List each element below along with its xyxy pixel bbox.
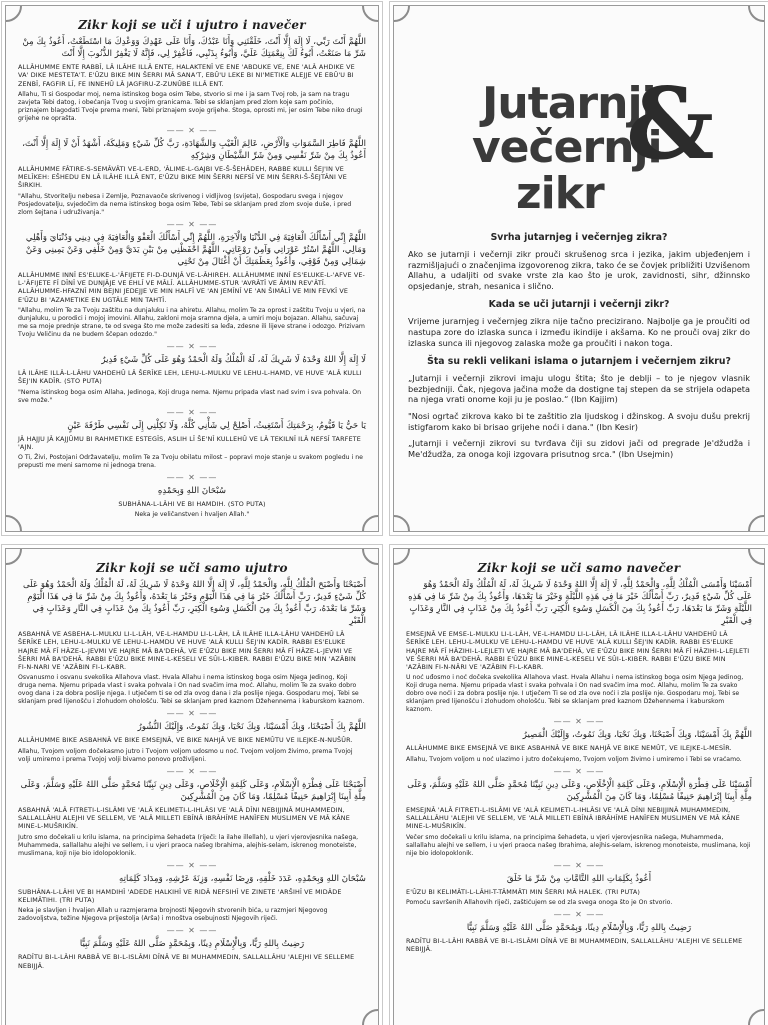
transliteration: ALLÂHUMME BIKE EMSEJNÂ VE BIKE ASBAHNÂ VE BIKE NAHJÂ VE BIKE NEMÛT, VE ILEJKE-L-MESÎR. — [406, 744, 732, 753]
arabic-text: أَعُوذُ بِكَلِمَاتِ اللهِ التَّامَّاتِ مِنْ شَرِّ مَا خَلَقَ — [506, 873, 652, 884]
scroll-ornament — [748, 5, 765, 22]
transliteration: RADÎTU BI-L-LÂHI RABBÂ VE BI-L-ISLÂMI DÎNÂ VE BI MUHAMMEDIN, SALLALLÂHU 'ALEJHI VE SELLEME NEBIJJÂ. — [18, 953, 355, 970]
transliteration: JÂ HAJJU JÂ KAJJÛMU BI RAHMETIKE ESTEGÎS, ASLIH LÎ ŠE'NÎ KULLEHÛ VE LÂ TEKILNÎ ILÂ NEFSÎ TARFETE 'AJN. — [18, 434, 361, 451]
arabic-text: اللَّهُمَّ بِكَ أَمْسَيْنَا، وَبِكَ أَصْبَحْنَا، وَبِكَ نَحْيَا، وَبِكَ نَمُوتُ، وَإِلَيْكَ الْمَصِيرُ — [522, 730, 752, 741]
divider-ornament: —— ✕ —— — [166, 926, 218, 936]
quote: „Jutarnji i večernji zikrovi su tvrđava čiji su zidovi jači od pregrade Je'džudža i Me'džudža, za onoga koji izgovara prisutnog srca." (Ibn Usejmin) — [408, 438, 750, 459]
paragraph: Ako se jutarnji i večernji zikr prouči skrušenog srca i jezika, jakim ubjeđenjem i razmišljajući o značenjima izgovorenog zikra, tako će se čovjek približiti Uzvišenom Allahu, a udaljiti od svake vrste zla kao što je urok, zavidnosti, sihr, džinnsko opsjedanje, strah, nesanica i slično. — [408, 249, 750, 291]
arabic-text: أَصْبَحْنَا عَلَى فِطْرَةِ الْإِسْلَامِ، وَعَلَى كَلِمَةِ الْإِخْلَاصِ، وَعَلَى دِينِ نَبِيِّنَا مُحَمَّدٍ صَلَّى اللهُ عَلَيْهِ وَسَلَّمَ، وَعَلَى مِلَّةِ أَبِينَا إِبْرَاهِيمَ حَنِيفًا مُسْلِمًا، وَمَا كَانَ مِنَ الْمُشْرِكِينَ — [20, 779, 366, 802]
translation: Jutro smo dočekali u krilu islama, na principima šehadeta (riječi: la ilahe illellah), u vjeri vjerovjesnika našega, Muhammeda, sallallahu alejhi ve sellem, i u vjeri praoca našeg Ibrahima, alejhis-selam, iskrenog monoteiste, muslimana, koji nije bio idolopoklonik. — [18, 833, 359, 857]
transliteration: ALLÂHUMME FÂTIRE-S-SEMÂVÂTI VE-L-ERD, 'ÂLIME-L-GAJBI VE-Š-ŠEHÂDEH, RABBE KULLI ŠEJ'IN VE MELÎKEH: EŠHEDU EN LÂ ILÂHE ILLÂ ENT, E'ÛZU BIKE MIN ŠERRI NEFSÎ VE MIN ŠERRI-Š-ŠEJTÂNI VE ŠIRKIH. — [18, 164, 347, 190]
divider-ornament: —— ✕ —— — [166, 473, 218, 483]
divider-ornament: —— ✕ —— — [553, 909, 605, 919]
title-line-2: večernji — [472, 122, 662, 173]
arabic-text: أَصْبَحْنَا وَأَصْبَحَ الْمُلْكُ لِلَّهِ، وَالْحَمْدُ لِلَّهِ، لَا إِلَهَ إِلَّا اللهُ وَحْدَهُ لَا شَرِيكَ لَهُ، لَهُ الْمُلْكُ وَلَهُ الْحَمْدُ وَهُوَ عَلَى كُلِّ شَيْءٍ قَدِيرٌ، رَبِّ أَسْأَلُكَ خَيْرَ مَا فِي هَذَا الْيَوْمِ وَخَيْرَ مَا بَعْدَهُ، وَأَعُوذُ بِكَ مِنْ شَرِّ مَا فِي هَذَا الْيَوْمِ وَشَرِّ مَا بَعْدَهُ، رَبِّ أَعُوذُ بِكَ مِنَ الْكَسَلِ وَسُوءِ الْكِبَرِ، رَبِّ أَعُوذُ بِكَ مِنْ عَذَابٍ فِي النَّارِ وَعَذَابٍ فِي الْقَبْرِ — [22, 580, 366, 626]
translation: Neka je veličanstven i hvaljen Allah." — [134, 511, 250, 519]
section-heading: Svrha jutarnjeg i večernjeg zikra? — [490, 232, 668, 243]
panel-morning-evening-zikr — [5, 5, 379, 532]
panel-title: Zikr koji se uči samo navečer — [477, 561, 681, 575]
translation: "Allahu, molim Te za Tvoju zaštitu na dunjaluku i na ahiretu. Allahu, molim Te za oprost i zaštitu Tvoju u vjeri, na dunjaluku, u porodici i mojoj imovini. Allahu, zakloni moja sramna djela, a umiri moju bojazan. Allahu, sačuvaj me sa moje prednje strane, te od svega što me može zadesiti sa leđa, zdesne ili lijeve strane i odozgo. Prizivam Tvoju Veličinu da ne budem ščepan odozdo." — [18, 306, 366, 338]
translation: Allahu, Tvojom voljom dočekasmo jutro i Tvojom voljom udosmo u noć. Tvojom voljom živimo, prema Tvojoj volji umiremo i prema Tvojoj volji bivamo ponovo proživljeni. — [18, 747, 353, 763]
divider-ornament: —— ✕ —— — [553, 766, 605, 776]
arabic-text: سُبْحَانَ اللهِ وَبِحَمْدِهِ، عَدَدَ خَلْقِهِ، وَرِضَا نَفْسِهِ، وَزِنَةَ عَرْشِهِ، وَمِدَادَ كَلِمَاتِهِ — [119, 873, 366, 884]
arabic-text: اللَّهُمَّ إِنِّي أَسْأَلُكَ الْعَافِيَةَ فِي الدُّنْيَا وَالْآخِرَةِ، اللَّهُمَّ إِنِّي أَسْأَلُكَ الْعَفْوَ وَالْعَافِيَةَ فِي دِينِي وَدُنْيَايَ وَأَهْلِي وَمَالِي، اللَّهُمَّ اسْتُرْ عَوْرَاتِي وَآمِنْ رَوْعَاتِي، اللَّهُمَّ احْفَظْنِي مِنْ بَيْنِ يَدَيَّ وَمِنْ خَلْفِي وَعَنْ يَمِينِي وَعَنْ شِمَالِي وَمِنْ فَوْقِي، وَأَعُوذُ بِعَظَمَتِكَ أَنْ أُغْتَالَ مِنْ تَحْتِي — [25, 232, 366, 267]
section-heading: Kada se uči jutarnji i večernji zikr? — [488, 299, 670, 311]
transliteration: SUBHÂNA-L-LÂHI VE BI HAMDIHÎ 'ADEDE HALKIHÎ VE RIDÂ NEFSIHÎ VE ZINETE 'ARŠIHÎ VE MIDÂDE KELIMÂTIHI. (TRI PUTA) — [18, 887, 342, 904]
panel-morning-zikr — [5, 548, 379, 1025]
panel-intro — [393, 5, 765, 532]
translation: O Ti, Živi, Postojani Održavatelju, molim Te za Tvoju obilatu milost – popravi moje stanje u svakom pogledu i ne prepusti me meni samome ni jednoga trena. — [18, 454, 363, 470]
title-ampersand: & — [626, 67, 715, 182]
divider-ornament: —— ✕ —— — [166, 766, 218, 776]
translation: "Nema istinskog boga osim Allaha, Jedinoga, Koji druga nema. Njemu pripada vlast nad svim i sva pohvala. On sve može." — [18, 388, 362, 404]
divider-ornament: —— ✕ —— — [166, 219, 218, 229]
translation: Neka je slavljen i hvaljen Allah u razmjerama brojnosti Njegovih stvorenih bića, u razmjeri Njegovog zadovoljstva, težine Njegova prijestolja (Arša) i mnoštva osebujnosti Njegovih riječi. — [18, 907, 328, 923]
title-line-3: zikr — [516, 168, 604, 219]
transliteration: ALLÂHUMME ENTE RABBÎ, LÂ ILÂHE ILLÂ ENTE, HALAKTENÎ VE ENE 'ABDUKE VE, ENE 'ALÂ AHDIKE VE VA' DIKE MESTETA'T. E'ÛZU BIKE MIN ŠERRI MÂ SANA'T, EBÛ'U LEKE BI NI'METIKE ALEJJE VE EBÛ'U BI ZENBÎ, FAGFIR LÎ, FE INNEHÛ LÂ JAGFIRU-Z-ZUNÛBE ILLÂ ENT. — [18, 63, 355, 88]
translation: U noć uđosmo i noć dočeka svekolika Allahova vlast. Hvala Allahu i nema istinskog boga osim Njega Jedinog, Koji druga nema. Njemu pripada vlast i svaka pohvala i On nad svačim ima moć. Allahu, molim Te za svako dobro ove noći i za dobra poslije nje. I utječem Ti se od zla ove noći i zla poslije nje. Gospodaru moj, Tebi se sklanjam pred lijenošću i zlohudom ohološću. Tebi se sklanjam pred kaznom Džehennema i kaburskom kaznom. — [406, 674, 744, 714]
divider-ornament: —— ✕ —— — [166, 709, 218, 719]
divider-ornament: —— ✕ —— — [553, 860, 605, 870]
transliteration: SUBHÂNA-L-LÂHI VE BI HAMDIH. (STO PUTA) — [118, 500, 266, 509]
transliteration: EMSEJNÂ VE EMSE-L-MULKU LI-L-LÂH, VE-L-HAMDU LI-L-LÂH, LÂ ILÂHE ILLA-L-LÂHU VAHDEHÛ LÂ ŠERÎKE LEH. LEHU-L-MULKU VE LEHU-L-HAMDU VE HUVE 'ALÂ KULLI ŠEJ'IN KADÎR. RABBI ES'ELUKE HAJRE MÂ FÎ HÂZIHI-L-LEJLETI VE HAJRE MÂ BA'DEHÂ, VE E'ÛZU BIKE MIN ŠERRI MÂ FÎ HÂZIHI-L-LEJLETI VE ŠERRI MÂ BA'DEHÂ. RABBI E'ÛZU BIKE MINE-L-KESELI VE SÛI-L-KIBER. RABBI E'ÛZU BIKE MIN 'AZÂBIN FI-N-NÂRI VE 'AZÂBIN FI-L-KABR. — [406, 630, 750, 672]
translation: Osvanusmo i osvanu svekolika Allahova vlast. Hvala Allahu i nema istinskog boga osim Njega Jedinog, Koji druga nema. Njemu pripada vlast i svaka pohvala i On nad svačim ima moć. Allahu, molim Te za svako dobro ovog dana i za dobra poslije njega. I utječem ti se od zla ovog dana i zla poslije njega. Gospodaru moj, Tebi se sklanjam pred lijenošću i zlohudom ohološću. Tebi se sklanjam pred kaznom Džehennema i kaburskom kaznom. — [18, 674, 365, 706]
panel-title: Zikr koji se uči i ujutro i navečer — [78, 18, 306, 32]
transliteration: LÂ ILÂHE ILLÂ-L-LÂHU VAHDEHÛ LÂ ŠERÎKE LEH, LEHU-L-MULKU VE LEHU-L-HAMD, VE HUVE 'ALÂ KULLI ŠEJ'IN KADÎR. (STO PUTA) — [18, 368, 362, 386]
transliteration: ALLÂHUMME INNÎ ES'ELUKE-L-'ÂFIJETE FI-D-DUNJÂ VE-L-ÂHIREH. ALLÂHUMME INNÎ ES'ELUKE-L-'AFVE VE-L-'ÂFIJETE FÎ DÎNÎ VE DUNJÂJE VE EHLÎ VE MÂLÎ. ALLÂHUMME-STUR 'AVRÂTÎ VE ÂMIN REV'ÂTÎ. ALLÂHUMME-HFAZNÎ MIN BEJNI JEDEJJE VE MIN HALFÎ VE 'AN JEMÎNÎ VE 'AN ŠIMÂLÎ VE MIN FEVKÎ VE E'ÛZU BI 'AZAMETIKE EN UGTÂLE MIN TAHTÎ. — [18, 270, 366, 304]
transliteration: E'ÛZU BI KELIMÂTI-L-LÂHI-T-TÂMMÂTI MIN ŠERRI MÂ HALEK. (TRI PUTA) — [406, 887, 641, 896]
arabic-text: لَا إِلَهَ إِلَّا اللهُ وَحْدَهُ لَا شَرِيكَ لَهُ، لَهُ الْمُلْكُ وَلَهُ الْحَمْدُ وَهُوَ عَلَى كُلِّ شَيْءٍ قَدِيرٌ — [101, 354, 366, 365]
arabic-text: اللَّهُمَّ بِكَ أَصْبَحْنَا، وَبِكَ أَمْسَيْنَا، وَبِكَ نَحْيَا، وَبِكَ نَمُوتُ، وَإِلَيْكَ النُّشُورُ — [137, 722, 366, 733]
translation: Allahu, Tvojom voljom u noć ulazimo i jutro dočekujemo, Tvojom voljom živimo i umiremo i Tebi se vraćamo. — [406, 755, 742, 763]
title-line-1: Jutarnji — [482, 78, 656, 129]
scroll-ornament — [393, 515, 410, 532]
transliteration: EMSEJNÂ 'ALÂ FITRETI-L-ISLÂMI VE 'ALÂ KELIMETI-L-IHLÂSI VE 'ALÂ DÎNI NEBIJJINÂ MUHAMMEDIN, SALLALLÂHU 'ALEJHI VE SELLEM, VE 'ALÂ MILLETI EBÎNÂ IBRÂHÎME HANÎFEN MUSLIMEN VE MÂ KÂNE MINE-L-MUŠRIKÎN. — [406, 805, 740, 831]
paragraph: Vrijeme jurarnjeg i večernjeg zikra nije tačno precizirano. Najbolje ga je proučiti od nastupa zore do izlaska sunca i između ikindije i akšama. Ko ne prouči ovaj zikr do izlaska sunca ili njegovog zalaska može ga proučiti i nakon toga. — [408, 316, 750, 348]
divider-ornament: —— ✕ —— — [166, 125, 218, 135]
arabic-text: رَضِيتُ بِاللهِ رَبًّا، وَبِالْإِسْلَامِ دِينًا، وَبِمُحَمَّدٍ صَلَّى اللهُ عَلَيْهِ وَسَلَّمَ نَبِيًّا — [466, 922, 692, 933]
translation: "Allahu, Stvoritelju nebesa i Zemlje, Poznavaoče skrivenog i vidljivog (svijeta), Gospodaru svega i njegov Posjedovatelju, svjedočim da nema istinskog boga osim Tebe, Tebi se sklanjam pred zlom svoje duše, i pred zlom šejtana i udruživanja." — [18, 192, 352, 216]
translation: Pomoću savršenih Allahovih riječi, zaštićujem se od zla svega onoga što je On stvorio. — [406, 898, 673, 906]
quote: "Nosi ogrtač zikrova kako bi te zaštitio zla ljudskog i džinskog. A svoju dušu prekrij istigfarom kako bi brisao grijehe noći i dana." (Ibn Kesir) — [408, 410, 750, 432]
arabic-text: أَمْسَيْنَا وَأَمْسَى الْمُلْكُ لِلَّهِ، وَالْحَمْدُ لِلَّهِ، لَا إِلَهَ إِلَّا اللهُ وَحْدَهُ لَا شَرِيكَ لَهُ، لَهُ الْمُلْكُ وَلَهُ الْحَمْدُ وَهُوَ عَلَى كُلِّ شَيْءٍ قَدِيرٌ، رَبِّ أَسْأَلُكَ خَيْرَ مَا فِي هَذِهِ اللَّيْلَةِ وَخَيْرَ مَا بَعْدَهَا، وَأَعُوذُ بِكَ مِنْ شَرِّ مَا فِي هَذِهِ اللَّيْلَةِ وَشَرِّ مَا بَعْدَهَا، رَبِّ أَعُوذُ بِكَ مِنَ الْكَسَلِ وَسُوءِ الْكِبَرِ، رَبِّ أَعُوذُ بِكَ مِنْ عَذَابٍ فِي النَّارِ وَعَذَابٍ فِي الْقَبْرِ — [408, 580, 752, 626]
divider-ornament: —— ✕ —— — [166, 407, 218, 417]
transliteration: RADÎTU BI-L-LÂHI RABBÂ VE BI-L-ISLÂMI DÎNÂ VE BI MUHAMMEDIN, SALLALLÂHU 'ALEJHI VE SELLEME NEBIJJÂ. — [406, 936, 743, 954]
divider-ornament: —— ✕ —— — [166, 860, 218, 870]
divider-ornament: —— ✕ —— — [166, 341, 218, 351]
translation: Allahu, Ti si Gospodar moj, nema istinskog boga osim Tebe, stvorio si me i ja sam Tvoj rob, ja sam na tragu zavjeta Tebi datog, i obećanja Tvog u svojim granicama. Tebi se sklanjam pred zlom koje sam počinio, priznajem blagodati Tvoje prema meni, Tebi priznajem svoje grijehe. Stoga, oprosti mi, jer osim Tebe niko drugi grijehe ne oprašta. — [18, 90, 363, 122]
panel-evening-zikr — [393, 548, 765, 1025]
arabic-text: اللَّهُمَّ أَنْتَ رَبِّي، لَا إِلَهَ إِلَّا أَنْتَ، خَلَقْتَنِي وَأَنَا عَبْدُكَ، وَأَنَا عَلَى عَهْدِكَ وَوَعْدِكَ مَا اسْتَطَعْتُ، أَعُوذُ بِكَ مِنْ شَرِّ مَا صَنَعْتُ، أَبُوءُ لَكَ بِنِعْمَتِكَ عَلَيَّ، وَأَبُوءُ بِذَنْبِي، فَاغْفِرْ لِي، فَإِنَّهُ لَا يَغْفِرُ الذُّنُوبَ إِلَّا أَنْتَ — [22, 37, 366, 59]
divider-ornament: —— ✕ —— — [553, 717, 605, 727]
panel-title: Zikr koji se uči samo ujutro — [96, 561, 288, 575]
arabic-text: أَمْسَيْنَا عَلَى فِطْرَةِ الْإِسْلَامِ، وَعَلَى كَلِمَةِ الْإِخْلَاصِ، وَعَلَى دِينِ نَبِيِّنَا مُحَمَّدٍ صَلَّى اللهُ عَلَيْهِ وَسَلَّمَ، وَعَلَى مِلَّةِ أَبِينَا إِبْرَاهِيمَ حَنِيفًا مُسْلِمًا، وَمَا كَانَ مِنَ الْمُشْرِكِينَ — [407, 779, 752, 802]
section-heading: Šta su rekli velikani islama o jutarnjem i večernjem zikru? — [427, 356, 731, 368]
transliteration: ASBAHNÂ VE ASBEHA-L-MULKU LI-L-LÂH, VE-L-HAMDU LI-L-LÂH, LÂ ILÂHE ILLA-LÂHU VAHDEHÛ LÂ ŠERÎKE LEH, LEHU-L-MULKU VE LEHU-L-HAMDU VE HUVE 'ALÂ KULLI ŠEJ'IN KADÎR. RABBI ES'ELUKE HAJRE MÂ FÎ HÂZE-L-JEVMI VE HAJRE MÂ BA'DEHÂ, VE E'ÛZU BIKE MIN ŠERRI MÂ FÎ HÂZE-L-JEVMI VE ŠERRI MÂ BA'DEHÂ. RABBI E'ÛZU BIKE MINE-L-KESELI VE SÛI-L-KIBER. RABBI E'ÛZU BIKE MIN 'AZÂBIN FI-N-NARI VE 'AZÂBIN FI-L-KABR. — [18, 630, 356, 672]
transliteration: ALLÂHUMME BIKE ASBAHNÂ VE BIKE EMSEJNÂ, VE BIKE NAHJÂ VE BIKE NEMÛTU VE ILEJKE-N-NUŠÛR. — [18, 736, 353, 745]
quote: „Jutarnji i večernji zikrovi imaju ulogu štita; što je deblji – to je njegov vlasnik bezbjedniji. Čak, njegova jačina može da dostigne taj stepen da se strijela odapeta na njega vrati onome koji ju je poslao.“ (Ibn Kajjim) — [408, 373, 750, 405]
arabic-text: اللَّهُمَّ فَاطِرَ السَّمَوَاتِ وَالْأَرْضِ، عَالِمَ الْغَيْبِ وَالشَّهَادَةِ، رَبَّ كُلِّ شَيْءٍ وَمَلِيكَهُ، أَشْهَدُ أَنْ لَا إِلَهَ إِلَّا أَنْتَ، أَعُوذُ بِكَ مِنْ شَرِّ نَفْسِي وَمِنْ شَرِّ الشَّيْطَانِ وَشِرْكِهِ — [22, 138, 366, 161]
arabic-text: رَضِيتُ بِاللهِ رَبًّا، وَبِالْإِسْلَامِ دِينًا، وَبِمُحَمَّدٍ صَلَّى اللهُ عَلَيْهِ وَسَلَّمَ نَبِيًّا — [79, 939, 305, 950]
arabic-text: سُبْحَانَ اللهِ وَبِحَمْدِهِ — [157, 486, 227, 497]
translation: Večer smo dočekali u krilu islama, na principima šehadeta, u vjeri vjerovjesnika našega, Muhammeda, sallallahu alejhi ve sellem, i u vjeri praoca našeg Ibrahima, alejhis-selam, iskrenog monoteiste, muslimana, koji nije bio idolopoklonik. — [406, 833, 751, 857]
arabic-text: يَا حَيُّ يَا قَيُّومُ، بِرَحْمَتِكَ أَسْتَغِيثُ، أَصْلِحْ لِي شَأْنِي كُلَّهُ، وَلَا تَكِلْنِي إِلَى نَفْسِي طَرْفَةَ عَيْنٍ — [67, 420, 366, 431]
transliteration: ASBAHNÂ 'ALÂ FITRETI-L-ISLÂMI VE 'ALÂ KELIMETI-L-IHLÂSI VE 'ALÂ DÎNI NEBIJJINÂ MUHAMMEDIN, SALLALLÂHU ALEJHI VE SELLEM, VE 'ALÂ MILLETI EBÎNÂ IBRÂHÎME HANÎFEN MUSLIMEN VE MÂ KÂNE MINE-L-MUŠRIKÎN. — [18, 805, 350, 831]
